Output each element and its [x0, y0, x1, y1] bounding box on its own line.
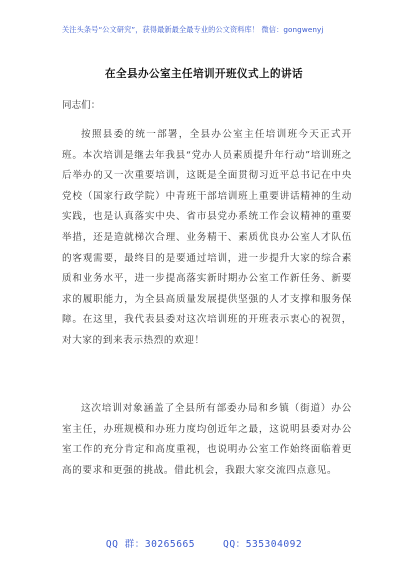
salutation: 同志们： — [62, 100, 101, 111]
qq-group-number: QQ 群：30265665 — [105, 539, 196, 550]
footer-contact — [0, 536, 408, 550]
qq-number: QQ：535304092 — [223, 539, 303, 550]
paragraph-2: 这次培训对象涵盖了全县所有部委办局和乡镇（街道）办公室主任，办班规模和办班力度均创近年之最，这说明县委对办公室工作的充分肯定和高度重视，也说明办公室工作始终面临着更高的要求和更强的挑战。借此机会，我跟大家交流四点意见。 — [62, 403, 352, 476]
paragraph-1: 按照县委的统一部署，全县办公室主任培训班今天正式开班。本次培训是继去年我县“党办人员素质提升年行动”培训班之后举办的又一次重要培训，这既是全面贯彻习近平总书记在中央党校（国家行政学院）中青班干部培训班上重要讲话精神的生动实践，也是认真落实中央、省市县党办系统工作会议精神的重要举措，还是造就梯次合理、业务精干、素质优良办公室人才队伍的客观需要，最终目的是要通过培训，进一步提升大家的综合素质和业务水平，进一步提高落实新时期办公室工作新任务、新要求的履职能力，为全县高质量发展提供坚强的人才支撑和服务保障。在这里，我代表县委对这次培训班的开班表示衷心的祝贺，对大家的到来表示热烈的欢迎！ — [62, 129, 352, 346]
header-banner: 关注头条号“公文研究”，获得最新最全最专业的公文资料库！ 微信：gongwenyj — [62, 25, 324, 34]
document-title: 在全县办公室主任培训开班仪式上的讲话 — [105, 68, 303, 80]
